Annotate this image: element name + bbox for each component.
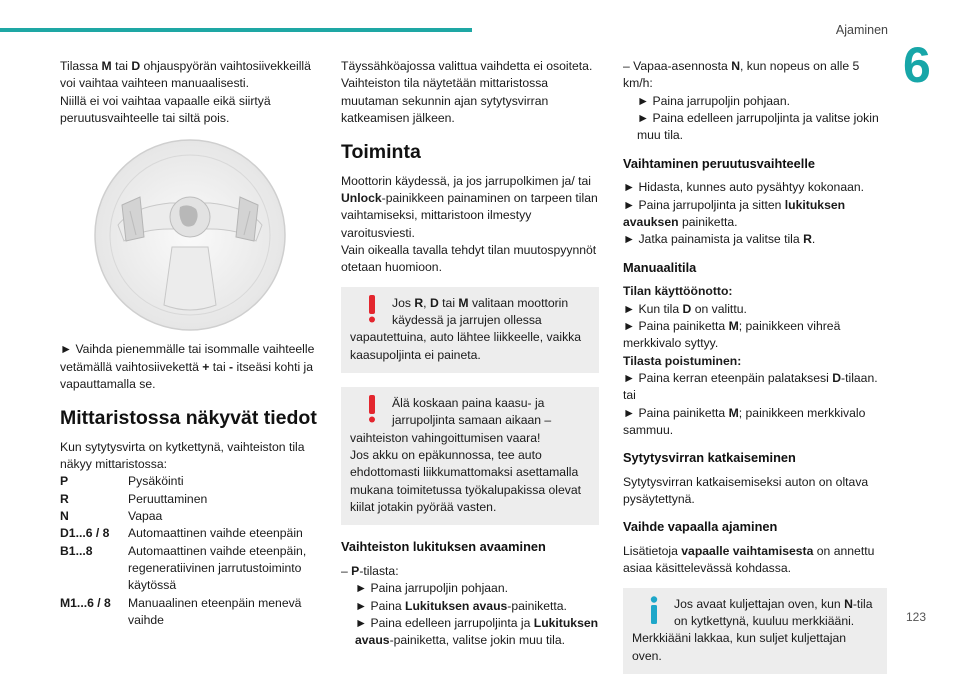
label-activation: Tilan käyttöönotto:	[623, 284, 733, 299]
gear-table	[60, 473, 318, 629]
label-exit: Tilasta poistuminen:	[623, 353, 742, 368]
gear-row	[60, 473, 318, 490]
paragraph: Niillä ei voi vaihtaa vapaalle eikä siirtyä peruutusvaihteelle tai siltä pois.	[60, 93, 271, 125]
gear-code: N	[60, 509, 69, 523]
list-item: ► Kun tila D on valittu.	[623, 301, 747, 316]
warning-note: Jos R, D tai M valitaan moottorin käydessä ja jarrujen ollessa vapautettuina, auto lähtee liikkeelle, vaikka kaasupoljinta ei paineta.	[341, 287, 599, 373]
page-number: 123	[905, 610, 926, 624]
gear-row	[60, 525, 318, 542]
gear-description: Pysäköinti	[128, 474, 184, 489]
paragraph: Täyssähköajossa valittua vaihdetta ei osoiteta. Vaihteiston tila näytetään mittaristossa muutaman sekunnin ajan sytytysvirran katkeamisen jälkeen.	[341, 59, 593, 125]
gear-code: D1...6 / 8	[60, 526, 110, 541]
column-1	[60, 58, 318, 629]
subheading-reverse: Vaihtaminen peruutusvaihteelle	[623, 155, 816, 171]
list-item: ► Paina edelleen jarrupoljinta ja valitse jokin muu tila.	[637, 110, 879, 143]
gear-description: Vapaa	[128, 509, 163, 523]
section-title: Ajaminen	[835, 23, 888, 37]
list-item: ► Jatka painamista ja valitse tila R.	[623, 232, 816, 247]
column-3	[623, 58, 887, 688]
gear-code: R	[60, 491, 69, 506]
paragraph: Sytytysvirran katkaisemiseksi auton on oltava pysäytettynä.	[623, 474, 869, 507]
heading-instrument-panel: Mittaristossa näkyvät tiedot	[60, 407, 317, 430]
list-item: ► Paina kerran eteenpäin palataksesi D-tilaan.	[623, 370, 878, 385]
paragraph: ► Vaihda pienemmälle tai isommalle vaihteelle vetämällä vaihtosiivekettä + tai - itseäsi kohti ja vapauttamalla se.	[60, 342, 315, 391]
info-icon	[644, 596, 664, 626]
list-item: ► Paina jarrupoljin pohjaan.	[355, 581, 508, 596]
gear-row	[60, 508, 318, 525]
subheading-neutral: Vaihde vapaalla ajaminen	[623, 519, 778, 535]
gear-description: Automaattinen vaihde eteenpäin, regeneratiivinen jarrutustoiminto käytössä	[128, 543, 307, 593]
warning-icon	[362, 295, 382, 325]
gear-code: P	[60, 474, 69, 489]
gear-row	[60, 595, 318, 630]
list-item: – P-tilasta:	[341, 563, 399, 578]
list-item: ► Paina painiketta M; painikkeen merkkivalo sammuu.	[623, 405, 866, 437]
paragraph: Vain oikealla tavalla tehdyt tilan muutospyynnöt otetaan huomioon.	[341, 243, 597, 275]
list-item: ► Paina edelleen jarrupoljinta ja Lukituksen avaus-painiketta, valitse jokin muu tila.	[355, 615, 599, 648]
gear-description: Manuaalinen eteenpäin menevä vaihde	[128, 595, 302, 627]
subheading-unlock: Vaihteiston lukituksen avaaminen	[341, 539, 546, 555]
list-item: ► Hidasta, kunnes auto pysähtyy kokonaan.	[623, 180, 865, 195]
gear-code: M1...6 / 8	[60, 595, 111, 610]
paragraph: Kun sytytysvirta on kytkettynä, vaihteiston tila näkyy mittaristossa:	[60, 439, 305, 472]
info-note: Jos avaat kuljettajan oven, kun N-tila on kytkettynä, kuuluu merkkiääni. Merkkiääni lakkaa, kun suljet kuljettajan oven.	[623, 588, 887, 674]
chapter-number: 6	[903, 37, 931, 93]
gear-description: Peruuttaminen	[128, 491, 208, 506]
warning-note: Älä koskaan paina kaasu- ja jarrupoljinta samaan aikaan – vaihteiston vahingoittumisen vaara! Jos akku on epäkunnossa, tee auto ehdottomasti liikkumattomaksi asettamalla mukana toimitetussa työkalupakissa olevat kiilat jotakin pyörää vasten.	[341, 387, 599, 525]
gear-row	[60, 543, 318, 595]
gear-description: Automaattinen vaihde eteenpäin	[128, 526, 303, 541]
gear-code: B1...8	[60, 543, 93, 558]
header-accent-bar	[0, 28, 472, 32]
subheading-ignition: Sytytysvirran katkaiseminen	[623, 450, 796, 466]
list-item: ► Paina jarrupoljinta ja sitten lukituksen avauksen painiketta.	[623, 197, 846, 229]
gear-row	[60, 491, 318, 508]
column-2	[341, 58, 599, 650]
heading-operation: Toiminta	[341, 141, 421, 164]
steering-wheel-illustration	[60, 137, 318, 333]
paragraph: Moottorin käydessä, ja jos jarrupolkimen ja/ tai Unlock-painikkeen painaminen on tarpeen tilan vaihtamiseksi, mittaristoon ilmestyy varoitusviesti.	[341, 173, 598, 240]
list-item: ► Paina painiketta M; painikkeen vihreä merkkivalo syttyy.	[623, 318, 841, 351]
subheading-manual: Manuaalitila	[623, 259, 697, 275]
paragraph: Tilassa M tai D ohjauspyörän vaihtosiivekkeillä voi vaihtaa vaihteen manuaalisesti.	[60, 59, 311, 91]
list-item: ► Paina jarrupoljin pohjaan.	[637, 93, 790, 108]
list-item: – Vapaa-asennosta N, kun nopeus on alle 5 km/h:	[623, 59, 860, 91]
text-or: tai	[623, 388, 636, 403]
warning-icon	[362, 395, 382, 425]
list-item: ► Paina Lukituksen avaus-painiketta.	[355, 598, 567, 613]
paragraph: Lisätietoja vapaalle vaihtamisesta on annettu asiaa käsittelevässä kohdassa.	[623, 544, 875, 576]
